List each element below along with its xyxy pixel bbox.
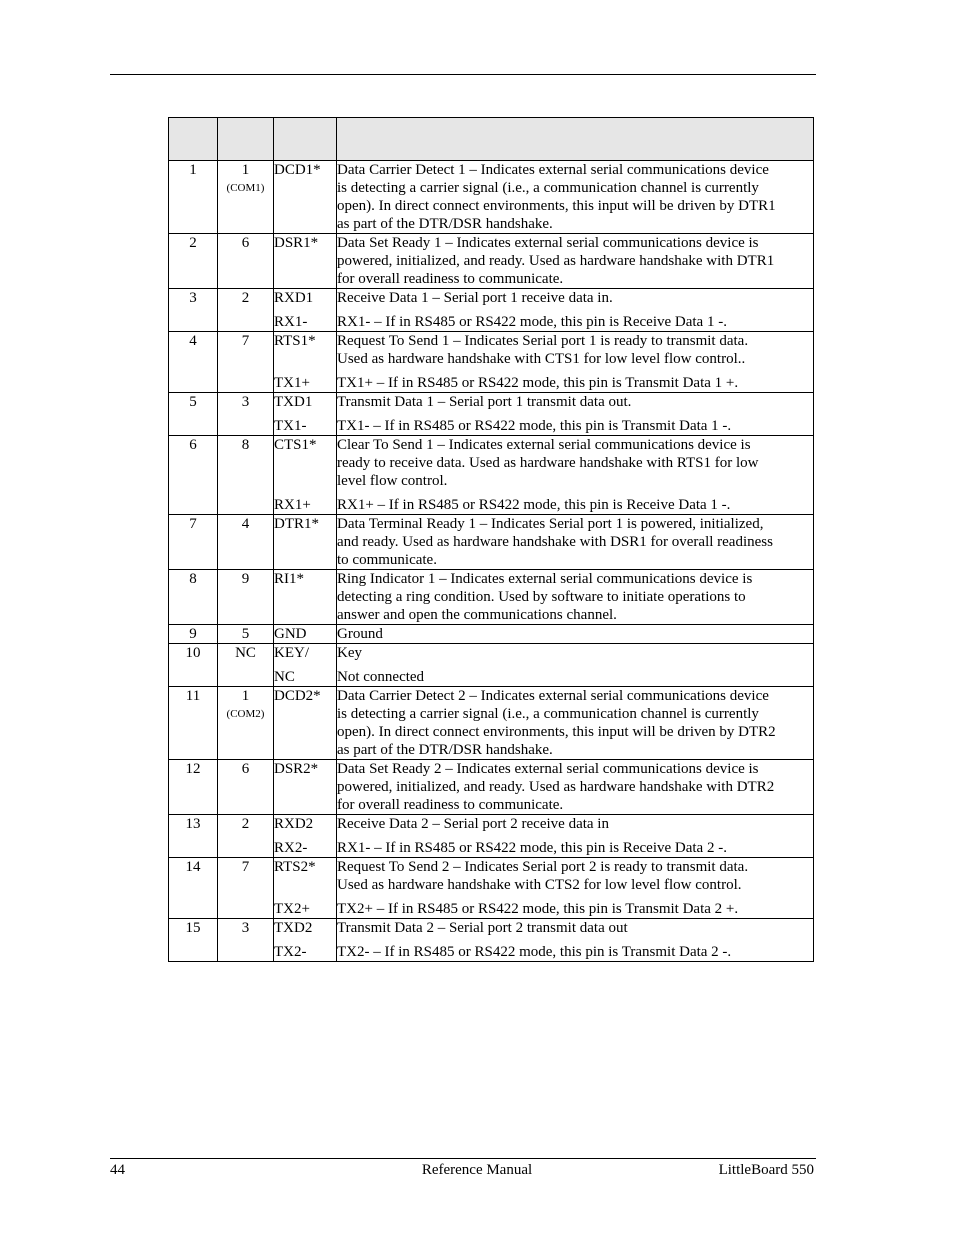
table-row xyxy=(169,625,814,644)
table-row xyxy=(169,161,814,234)
description-cell xyxy=(337,815,814,858)
description-line: RX1- – If in RS485 or RS422 mode, this pin is Receive Data 2 -. xyxy=(337,840,727,856)
signal-spacer xyxy=(274,588,336,606)
pin-number: 13 xyxy=(185,816,201,832)
description-cell xyxy=(337,570,814,625)
table-row xyxy=(169,570,814,625)
pin-number-cell xyxy=(169,393,218,436)
page-number: 44 xyxy=(110,1162,125,1178)
description-line: Request To Send 2 – Indicates Serial port 2 is ready to transmit data. xyxy=(337,859,749,875)
pin-number-cell xyxy=(169,289,218,332)
description-line: Data Set Ready 2 – Indicates external serial communications device is xyxy=(337,761,759,777)
description-line: Used as hardware handshake with CTS2 for low level flow control. xyxy=(337,877,742,893)
table-row xyxy=(169,289,814,332)
table-header-row xyxy=(169,118,814,161)
pin-number: 9 xyxy=(189,626,197,642)
db9-pin: 7 xyxy=(241,859,250,875)
description-line: detecting a ring condition. Used by software to initiate operations to xyxy=(337,589,746,605)
table-row xyxy=(169,332,814,393)
header-cell-signal xyxy=(274,118,337,161)
signal-spacer xyxy=(274,270,336,288)
pin-number-cell xyxy=(169,570,218,625)
signal-spacer xyxy=(274,551,336,569)
description-line: as part of the DTR/DSR handshake. xyxy=(337,216,553,232)
description-line: TX1- – If in RS485 or RS422 mode, this pin is Transmit Data 1 -. xyxy=(337,418,732,434)
description-line: TX2- – If in RS485 or RS422 mode, this pin is Transmit Data 2 -. xyxy=(337,944,732,960)
signal-name: CTS1* xyxy=(274,437,317,453)
header-cell-description xyxy=(337,118,814,161)
description-line: Used as hardware handshake with CTS1 for low level flow control.. xyxy=(337,351,746,367)
signal-cell xyxy=(274,234,337,289)
description-line: TX1+ – If in RS485 or RS422 mode, this pin is Transmit Data 1 +. xyxy=(337,375,739,391)
pin-number: 1 xyxy=(189,162,197,178)
description-line: Data Set Ready 1 – Indicates external serial communications device is xyxy=(337,235,759,251)
signal-name: TXD1 xyxy=(274,394,313,410)
db9-pin: 6 xyxy=(241,235,250,251)
pin-number-cell xyxy=(169,234,218,289)
db9-pin: NC xyxy=(235,645,256,661)
description-cell xyxy=(337,234,814,289)
table-row xyxy=(169,815,814,858)
signal-name: RX1+ xyxy=(274,497,311,513)
pin-number-cell xyxy=(169,644,218,687)
signal-cell xyxy=(274,815,337,858)
signal-name: TXD2 xyxy=(274,920,313,936)
description-line: level flow control. xyxy=(337,473,448,489)
footer-title: Reference Manual xyxy=(421,1162,533,1178)
db9-pin-cell xyxy=(218,815,274,858)
description-line: is detecting a carrier signal (i.e., a communication channel is currently xyxy=(337,180,759,196)
description-cell xyxy=(337,332,814,393)
description-line: as part of the DTR/DSR handshake. xyxy=(337,742,553,758)
description-line: TX2+ – If in RS485 or RS422 mode, this pin is Transmit Data 2 +. xyxy=(337,901,739,917)
description-cell xyxy=(337,760,814,815)
db9-pin: 8 xyxy=(241,437,250,453)
signal-name: RTS2* xyxy=(274,859,316,875)
signal-spacer xyxy=(274,197,336,215)
description-cell xyxy=(337,687,814,760)
pin-number-cell xyxy=(169,760,218,815)
com-port-label: (COM2) xyxy=(226,708,265,720)
db9-pin-cell xyxy=(218,687,274,760)
signal-cell xyxy=(274,332,337,393)
pin-number: 3 xyxy=(189,290,197,306)
description-line: Transmit Data 1 – Serial port 1 transmit data out. xyxy=(337,394,632,410)
table-row xyxy=(169,687,814,760)
db9-pin: 4 xyxy=(241,516,250,532)
signal-spacer xyxy=(274,179,336,197)
signal-spacer xyxy=(274,454,336,472)
db9-pin-cell xyxy=(218,625,274,644)
db9-pin: 2 xyxy=(241,816,250,832)
pin-number: 5 xyxy=(189,394,197,410)
db9-pin: 7 xyxy=(241,333,250,349)
signal-cell xyxy=(274,393,337,436)
table-row xyxy=(169,919,814,962)
signal-name: RI1* xyxy=(274,571,304,587)
footer-rule xyxy=(110,1158,816,1159)
signal-cell xyxy=(274,515,337,570)
signal-name: RX1- xyxy=(274,314,308,330)
db9-pin-cell xyxy=(218,161,274,234)
db9-pin-cell xyxy=(218,332,274,393)
db9-pin-cell xyxy=(218,436,274,515)
pin-number: 6 xyxy=(189,437,197,453)
description-line: to communicate. xyxy=(337,552,437,568)
description-line: Data Carrier Detect 1 – Indicates external serial communications device xyxy=(337,162,769,178)
footer-product: LittleBoard 550 xyxy=(718,1162,814,1178)
header-cell-db9 xyxy=(218,118,274,161)
signal-name: DSR1* xyxy=(274,235,319,251)
signal-spacer xyxy=(274,606,336,624)
pin-number: 7 xyxy=(189,516,197,532)
signal-cell xyxy=(274,289,337,332)
signal-cell xyxy=(274,760,337,815)
com-port-label: (COM1) xyxy=(226,182,265,194)
signal-cell xyxy=(274,687,337,760)
pin-number-cell xyxy=(169,332,218,393)
description-line: Clear To Send 1 – Indicates external serial communications device is xyxy=(337,437,751,453)
signal-cell xyxy=(274,919,337,962)
signal-spacer xyxy=(274,215,336,233)
db9-pin: 3 xyxy=(241,920,250,936)
signal-spacer xyxy=(274,472,336,490)
description-line: Ring Indicator 1 – Indicates external serial communications device is xyxy=(337,571,753,587)
db9-pin: 1 xyxy=(241,688,250,704)
description-cell xyxy=(337,393,814,436)
description-line: open). In direct connect environments, this input will be driven by DTR1 xyxy=(337,198,776,214)
signal-spacer xyxy=(274,876,336,894)
table-row xyxy=(169,644,814,687)
db9-pin: 9 xyxy=(241,571,250,587)
table-row xyxy=(169,436,814,515)
pin-number-cell xyxy=(169,161,218,234)
signal-name: DCD2* xyxy=(274,688,321,704)
signal-name: GND xyxy=(274,626,307,642)
db9-pin: 3 xyxy=(241,394,250,410)
signal-cell xyxy=(274,644,337,687)
signal-cell xyxy=(274,625,337,644)
db9-pin: 6 xyxy=(241,761,250,777)
signal-cell xyxy=(274,161,337,234)
signal-name: DTR1* xyxy=(274,516,319,532)
signal-spacer xyxy=(274,350,336,368)
pin-number: 2 xyxy=(189,235,197,251)
signal-name: TX1+ xyxy=(274,375,310,391)
pin-number: 15 xyxy=(185,920,201,936)
db9-pin-cell xyxy=(218,858,274,919)
db9-pin-cell xyxy=(218,393,274,436)
db9-pin-cell xyxy=(218,644,274,687)
table-row xyxy=(169,515,814,570)
serial-pinout-table xyxy=(168,117,814,962)
signal-name: RX2- xyxy=(274,840,308,856)
table-row xyxy=(169,858,814,919)
signal-spacer xyxy=(274,705,336,723)
description-line: answer and open the communications channel. xyxy=(337,607,617,623)
description-line: Receive Data 1 – Serial port 1 receive data in. xyxy=(337,290,613,306)
header-cell-pin xyxy=(169,118,218,161)
description-cell xyxy=(337,515,814,570)
description-cell xyxy=(337,625,814,644)
pin-number-cell xyxy=(169,625,218,644)
pin-number: 14 xyxy=(185,859,201,875)
signal-name: RXD1 xyxy=(274,290,314,306)
pin-number-cell xyxy=(169,815,218,858)
description-cell xyxy=(337,644,814,687)
description-cell xyxy=(337,919,814,962)
signal-name: DSR2* xyxy=(274,761,319,777)
description-line: powered, initialized, and ready. Used as hardware handshake with DTR2 xyxy=(337,779,775,795)
table-row xyxy=(169,760,814,815)
description-line: for overall readiness to communicate. xyxy=(337,271,564,287)
signal-name: RXD2 xyxy=(274,816,314,832)
description-line: for overall readiness to communicate. xyxy=(337,797,564,813)
description-line: powered, initialized, and ready. Used as hardware handshake with DTR1 xyxy=(337,253,775,269)
description-cell xyxy=(337,858,814,919)
pin-number: 4 xyxy=(189,333,197,349)
signal-spacer xyxy=(274,796,336,814)
db9-pin-cell xyxy=(218,919,274,962)
pin-number-cell xyxy=(169,687,218,760)
signal-spacer xyxy=(274,778,336,796)
signal-name: NC xyxy=(274,669,295,685)
description-line: RX1+ – If in RS485 or RS422 mode, this pin is Receive Data 1 -. xyxy=(337,497,731,513)
db9-pin: 5 xyxy=(241,626,250,642)
signal-spacer xyxy=(274,741,336,759)
description-line: Data Carrier Detect 2 – Indicates external serial communications device xyxy=(337,688,769,704)
pin-number-cell xyxy=(169,858,218,919)
db9-pin-cell xyxy=(218,515,274,570)
signal-name: TX2+ xyxy=(274,901,310,917)
db9-pin-cell xyxy=(218,234,274,289)
pin-number-cell xyxy=(169,515,218,570)
signal-cell xyxy=(274,436,337,515)
description-line: Ground xyxy=(337,626,383,642)
pin-number-cell xyxy=(169,436,218,515)
description-line: is detecting a carrier signal (i.e., a communication channel is currently xyxy=(337,706,759,722)
db9-pin: 1 xyxy=(241,162,250,178)
description-line: Data Terminal Ready 1 – Indicates Serial port 1 is powered, initialized, xyxy=(337,516,764,532)
table-row xyxy=(169,393,814,436)
db9-pin-cell xyxy=(218,289,274,332)
description-line: RX1- – If in RS485 or RS422 mode, this pin is Receive Data 1 -. xyxy=(337,314,727,330)
signal-cell xyxy=(274,570,337,625)
signal-name: RTS1* xyxy=(274,333,316,349)
header-rule xyxy=(110,74,816,75)
pin-number: 11 xyxy=(185,688,201,704)
description-line: and ready. Used as hardware handshake with DSR1 for overall readiness xyxy=(337,534,773,550)
signal-cell xyxy=(274,858,337,919)
signal-spacer xyxy=(274,252,336,270)
description-line: Receive Data 2 – Serial port 2 receive data in xyxy=(337,816,609,832)
description-line: open). In direct connect environments, this input will be driven by DTR2 xyxy=(337,724,776,740)
description-line: Transmit Data 2 – Serial port 2 transmit data out xyxy=(337,920,628,936)
table-row xyxy=(169,234,814,289)
description-cell xyxy=(337,289,814,332)
signal-spacer xyxy=(274,723,336,741)
description-line: Not connected xyxy=(337,669,425,685)
db9-pin-cell xyxy=(218,570,274,625)
description-line: Request To Send 1 – Indicates Serial port 1 is ready to transmit data. xyxy=(337,333,749,349)
db9-pin-cell xyxy=(218,760,274,815)
signal-spacer xyxy=(274,533,336,551)
pin-number: 12 xyxy=(185,761,201,777)
signal-name: DCD1* xyxy=(274,162,321,178)
pin-number: 8 xyxy=(189,571,197,587)
db9-pin: 2 xyxy=(241,290,250,306)
signal-name: TX2- xyxy=(274,944,307,960)
signal-name: KEY/ xyxy=(274,645,309,661)
description-cell xyxy=(337,161,814,234)
pin-number: 10 xyxy=(185,645,201,661)
description-line: Key xyxy=(337,645,362,661)
description-cell xyxy=(337,436,814,515)
description-line: ready to receive data. Used as hardware handshake with RTS1 for low xyxy=(337,455,759,471)
pin-number-cell xyxy=(169,919,218,962)
signal-name: TX1- xyxy=(274,418,307,434)
